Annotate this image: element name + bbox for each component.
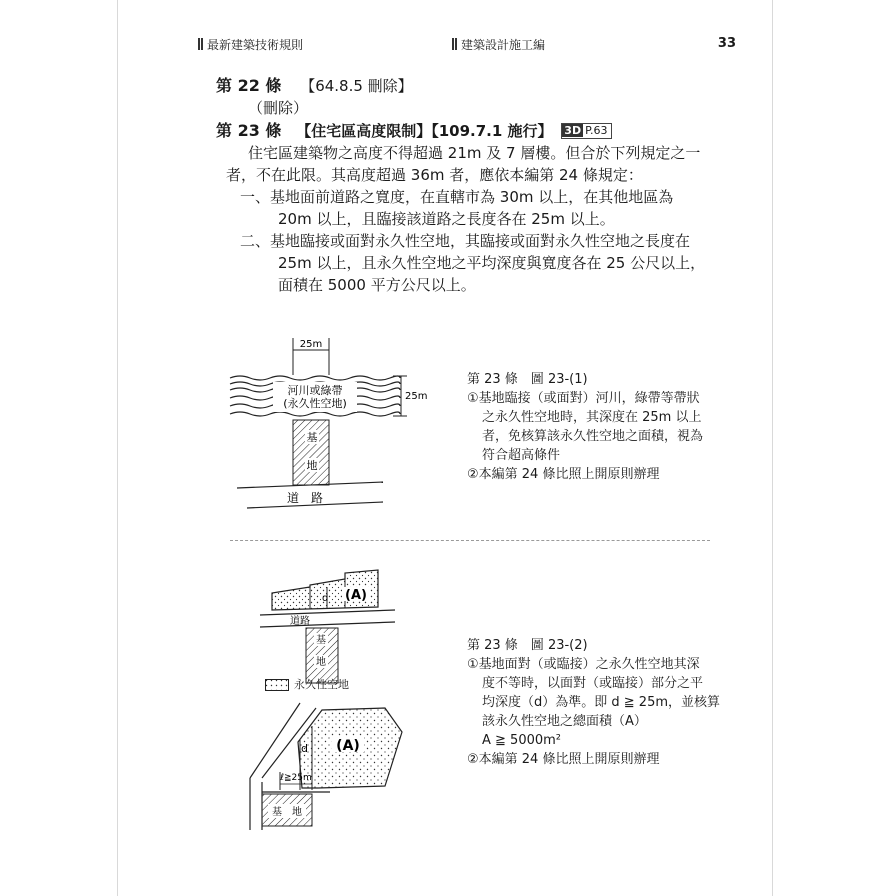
depth-label: d bbox=[322, 593, 329, 604]
road-label: 道 路 bbox=[286, 491, 324, 505]
area-label: (A) bbox=[336, 738, 360, 754]
article-23-item-2-cont: 25m 以上，且永久性空地之平均深度與寬度各在 25 公尺以上， bbox=[278, 254, 706, 272]
site-char: 基 bbox=[306, 431, 318, 444]
site-char: 地 bbox=[306, 459, 318, 472]
article-22-heading bbox=[216, 76, 413, 96]
article-23-title: 【住宅區高度限制】【109.7.1 施行】 bbox=[296, 122, 553, 140]
caption-line: A ≧ 5000m² bbox=[482, 733, 562, 748]
legend-label: 永久性空地 bbox=[294, 678, 349, 691]
article-23-number: 第 23 條 bbox=[216, 121, 282, 140]
running-header-book bbox=[198, 36, 303, 53]
article-23-item-1-cont: 20m 以上，且臨接該道路之長度各在 25m 以上。 bbox=[278, 210, 615, 228]
article-22-number: 第 22 條 bbox=[216, 76, 282, 95]
article-23-body-line: 住宅區建築物之高度不得超過 21m 及 7 層樓。但合於下列規定之一 bbox=[248, 144, 701, 162]
page-number: 33 bbox=[717, 36, 736, 51]
header-bar-icon bbox=[201, 38, 203, 50]
caption-line: ②本編第 24 條比照上開原則辦理 bbox=[467, 752, 660, 767]
header-bar-icon bbox=[455, 38, 457, 50]
figure-23-1-caption bbox=[467, 370, 703, 484]
article-23-item-2: 二、基地臨接或面對永久性空地，其臨接或面對永久性空地之長度在 bbox=[240, 232, 691, 250]
site-char: 基 bbox=[316, 635, 326, 646]
figure-23-1-diagram bbox=[225, 330, 445, 515]
site-char: 地 bbox=[316, 657, 326, 668]
caption-title: 第 23 條 圖 23-(2) bbox=[467, 638, 588, 653]
reference-page: P.63 bbox=[585, 124, 608, 137]
section-divider bbox=[230, 540, 710, 541]
caption-line: ②本編第 24 條比照上開原則辦理 bbox=[467, 467, 660, 482]
depth-label: d bbox=[301, 742, 308, 755]
figure-23-2-bottom-diagram bbox=[240, 698, 410, 833]
article-23-heading bbox=[216, 121, 612, 141]
figure-23-2-caption bbox=[467, 636, 720, 769]
running-header-section bbox=[452, 36, 545, 53]
width-dimension-label: ℓ≧25m bbox=[280, 773, 312, 783]
area-label: (A) bbox=[345, 588, 367, 603]
article-22-note: 【64.8.5 刪除】 bbox=[300, 77, 413, 95]
caption-line: 之永久性空地時，其深度在 25m 以上 bbox=[482, 410, 702, 425]
caption-line: 該永久性空地之總面積（A） bbox=[482, 714, 647, 729]
width-dimension-label: 25m bbox=[299, 339, 323, 350]
3d-icon: 3D bbox=[564, 124, 582, 137]
article-23-item-1: 一、基地面前道路之寬度，在直轄市為 30m 以上，在其他地區為 bbox=[240, 188, 674, 206]
river-sublabel: (永久性空地) bbox=[283, 397, 347, 410]
reference-badge bbox=[561, 123, 611, 139]
depth-dimension-label: 25m bbox=[405, 391, 428, 402]
caption-line: ①基地臨接（或面對）河川，綠帶等帶狀 bbox=[467, 391, 700, 406]
article-22-deleted: （刪除） bbox=[248, 99, 309, 117]
caption-line: 符合超高條件 bbox=[482, 448, 561, 463]
article-23-body-line: 者，不在此限。其高度超過 36m 者，應依本編第 24 條規定： bbox=[226, 166, 643, 184]
book-title: 最新建築技術規則 bbox=[207, 38, 304, 52]
legend-swatch bbox=[265, 679, 289, 691]
caption-line: 者，免核算該永久性空地之面積，視為 bbox=[482, 429, 704, 444]
road-label: 道路 bbox=[290, 616, 310, 627]
header-bar-icon bbox=[452, 38, 454, 50]
caption-line: ①基地面對（或臨接）之永久性空地其深 bbox=[467, 657, 700, 672]
site-area bbox=[293, 420, 329, 485]
section-title: 建築設計施工編 bbox=[461, 38, 546, 52]
river-label: 河川或綠帶 bbox=[287, 384, 343, 397]
caption-title: 第 23 條 圖 23-(1) bbox=[467, 372, 588, 387]
caption-line: 度不等時，以面對（或臨接）部分之平 bbox=[482, 676, 704, 691]
caption-line: 均深度（d）為準。即 d ≧ 25m，並核算 bbox=[482, 695, 720, 710]
article-23-item-2-cont: 面積在 5000 平方公尺以上。 bbox=[278, 276, 476, 294]
site-label: 基 地 bbox=[272, 807, 302, 818]
header-bar-icon bbox=[198, 38, 200, 50]
